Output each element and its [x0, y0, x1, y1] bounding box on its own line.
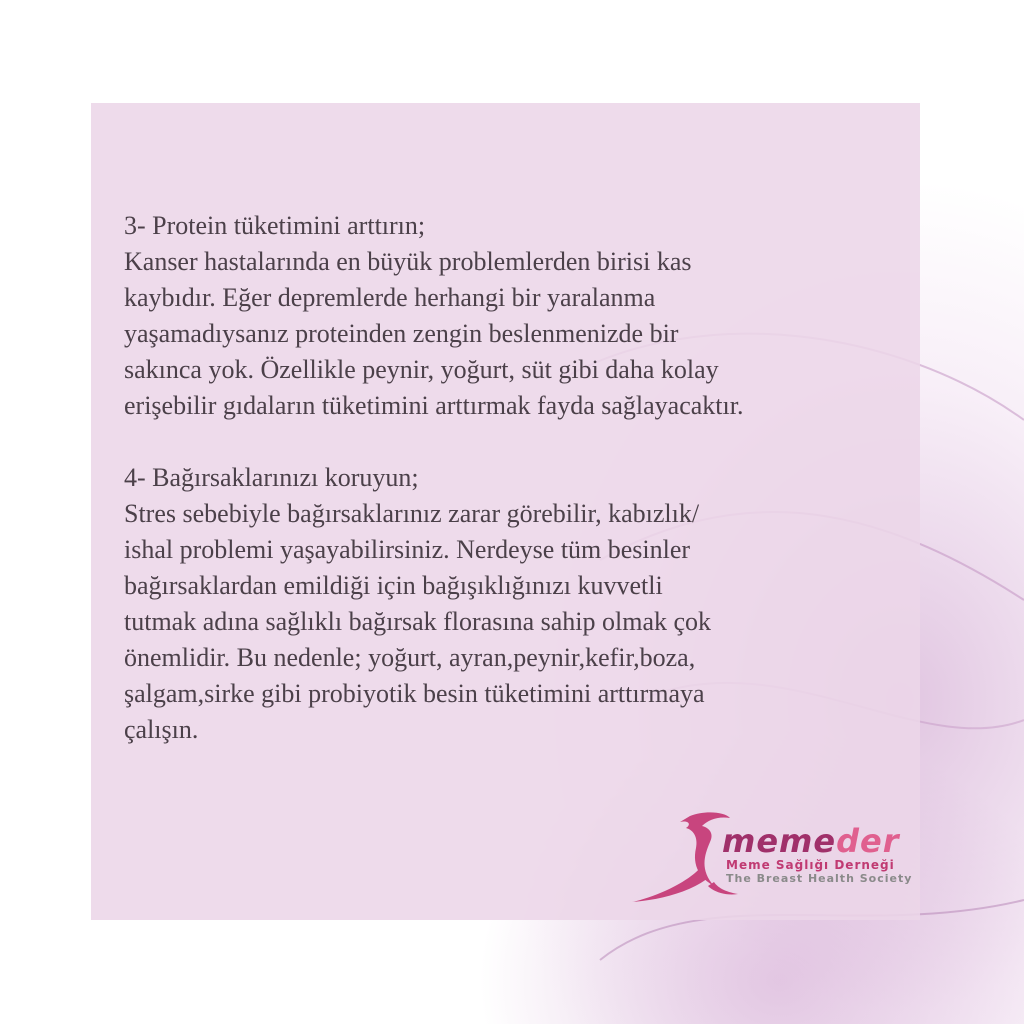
paragraph-line: önemlidir. Bu nedenle; yoğurt, ayran,peynir,kefir,boza, [124, 643, 696, 672]
paragraph-line: erişebilir gıdaların tüketimini arttırmak fayda sağlayacaktır. [124, 391, 744, 420]
article-text [124, 208, 914, 748]
section-heading: 4- Bağırsaklarınızı koruyun; [124, 463, 419, 492]
paragraph-line: yaşamadıysanız proteinden zengin beslenmenizde bir [124, 319, 679, 348]
logo-subtitle-en: The Breast Health Society [726, 872, 913, 885]
logo-word-meme: meme [722, 822, 837, 860]
paragraph-line: Kanser hastalarında en büyük problemlerden birisi kas [124, 247, 692, 276]
logo-subtitle-tr: Meme Sağlığı Derneği [726, 858, 895, 872]
paragraph-line: tutmak adına sağlıklı bağırsak florasına sahip olmak çok [124, 607, 712, 636]
paragraph-line: şalgam,sirke gibi probiyotik besin tüketimini arttırmaya [124, 679, 705, 708]
paragraph-line: sakınca yok. Özellikle peynir, yoğurt, süt gibi daha kolay [124, 355, 719, 384]
paragraph-line: çalışın. [124, 715, 199, 744]
paragraph-line: ishal problemi yaşayabilirsiniz. Nerdeyse tüm besinler [124, 535, 691, 564]
logo-word-der: der [836, 822, 900, 860]
section-heading: 3- Protein tüketimini arttırın; [124, 211, 426, 240]
memeder-logo [630, 808, 920, 908]
paragraph-line: kaybıdır. Eğer depremlerde herhangi bir yaralanma [124, 283, 656, 312]
paragraph-line: bağırsaklardan emildiği için bağışıklığınızı kuvvetli [124, 571, 663, 600]
paragraph-line: Stres sebebiyle bağırsaklarınız zarar görebilir, kabızlık/ [124, 499, 700, 528]
